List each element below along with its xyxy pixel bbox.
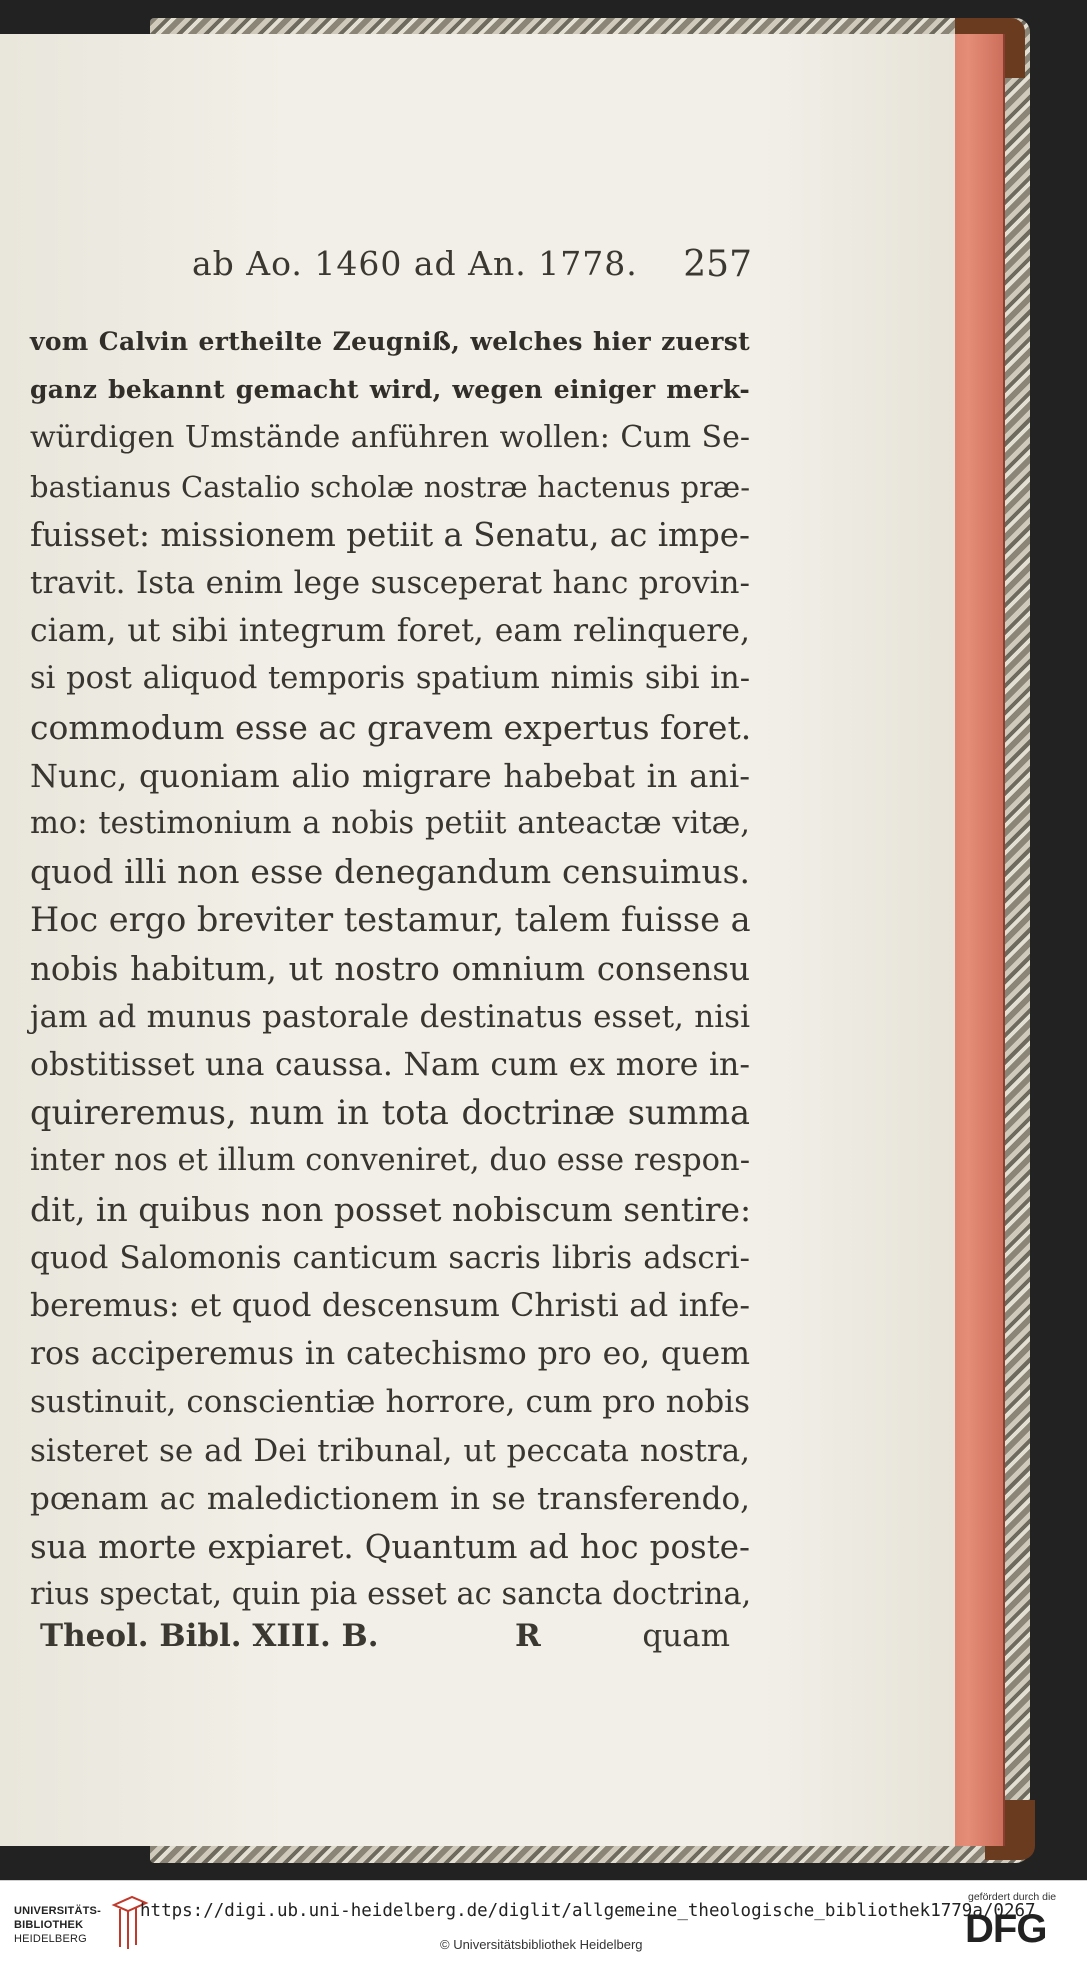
header-date-range: ab Ao. 1460 ad An. 1778.	[192, 244, 638, 283]
running-header	[192, 244, 752, 304]
text-line: fuisset: missionem petiit a Senatu, ac impe-	[30, 515, 750, 554]
text-line: Hoc ergo breviter testamur, talem fuisse a	[30, 900, 751, 940]
library-name-line3: HEIDELBERG	[14, 1933, 87, 1945]
text-line: würdigen Umstände anführen wollen: Cum Se-	[30, 420, 750, 456]
text-line: travit. Ista enim lege susceperat hanc provin-	[30, 565, 750, 601]
text-line: inter nos et illum conveniret, duo esse respon-	[30, 1143, 750, 1179]
text-line: mo: testimonium a nobis petiit anteactæ vitæ,	[30, 806, 750, 841]
text-line: bastianus Castalio scholæ nostræ hactenus præ-	[30, 469, 750, 504]
book-page	[0, 34, 955, 1846]
text-line: beremus: et quod descensum Christi ad infe-	[30, 1288, 750, 1324]
text-line: sustinuit, conscientiæ horrore, cum pro nobis	[30, 1384, 750, 1421]
page-number: 257	[683, 244, 752, 285]
library-name-line1: UNIVERSITÄTS-	[14, 1905, 101, 1917]
text-line: sisteret se ad Dei tribunal, ut peccata nostra,	[30, 1432, 750, 1469]
funded-by-label: gefördert durch die	[968, 1891, 1057, 1903]
text-line: sua morte expiaret. Quantum ad hoc poste-	[30, 1528, 750, 1566]
text-line: ciam, ut sibi integrum foret, eam relinquere,	[30, 613, 750, 650]
text-line: ganz bekannt gemacht wird, wegen einiger merk-	[30, 375, 750, 405]
signature-mark: Theol. Bibl. XIII. B.	[40, 1618, 379, 1654]
text-line: commodum esse ac gravem expertus foret.	[30, 707, 752, 747]
text-line: dit, in quibus non posset nobiscum sentire:	[30, 1189, 752, 1229]
text-line: quod Salomonis canticum sacris libris adscri-	[30, 1239, 750, 1276]
text-line: ros acciperemus in catechismo pro eo, quem	[30, 1336, 750, 1373]
catchword: quam	[642, 1618, 730, 1654]
permalink-url[interactable]: https://digi.ub.uni-heidelberg.de/diglit/allgemeine_theologische_bibliothek1779a/0267	[140, 1901, 1036, 1921]
text-line: obstitisset una caussa. Nam cum ex more in-	[30, 1047, 750, 1083]
sheet-mark: R	[515, 1618, 541, 1654]
text-line: quod illi non esse denegandum censuimus.	[30, 852, 750, 892]
text-line: rius spectat, quin pia esset ac sancta doctrina,	[30, 1577, 752, 1613]
dfg-logo[interactable]: DFG	[965, 1907, 1047, 1951]
viewer-footer-bar	[0, 1880, 1087, 1962]
text-line: quireremus, num in tota doctrinæ summa	[30, 1093, 750, 1133]
text-line: pœnam ac maledictionem in se transferendo,	[30, 1480, 750, 1517]
copyright-notice: © Universitätsbibliothek Heidelberg	[440, 1937, 643, 1952]
text-line: vom Calvin ertheilte Zeugniß, welches hier zuerst	[30, 327, 750, 356]
text-line: jam ad munus pastorale destinatus esset, nisi	[30, 998, 750, 1035]
text-line: Nunc, quoniam alio migrare habebat in ani-	[30, 756, 750, 795]
text-line: si post aliquod temporis spatium nimis sibi in-	[30, 661, 750, 697]
page-footer	[40, 1618, 730, 1668]
library-name-line2: BIBLIOTHEK	[14, 1919, 84, 1931]
text-line: nobis habitum, ut nostro omnium consensu	[30, 949, 750, 988]
